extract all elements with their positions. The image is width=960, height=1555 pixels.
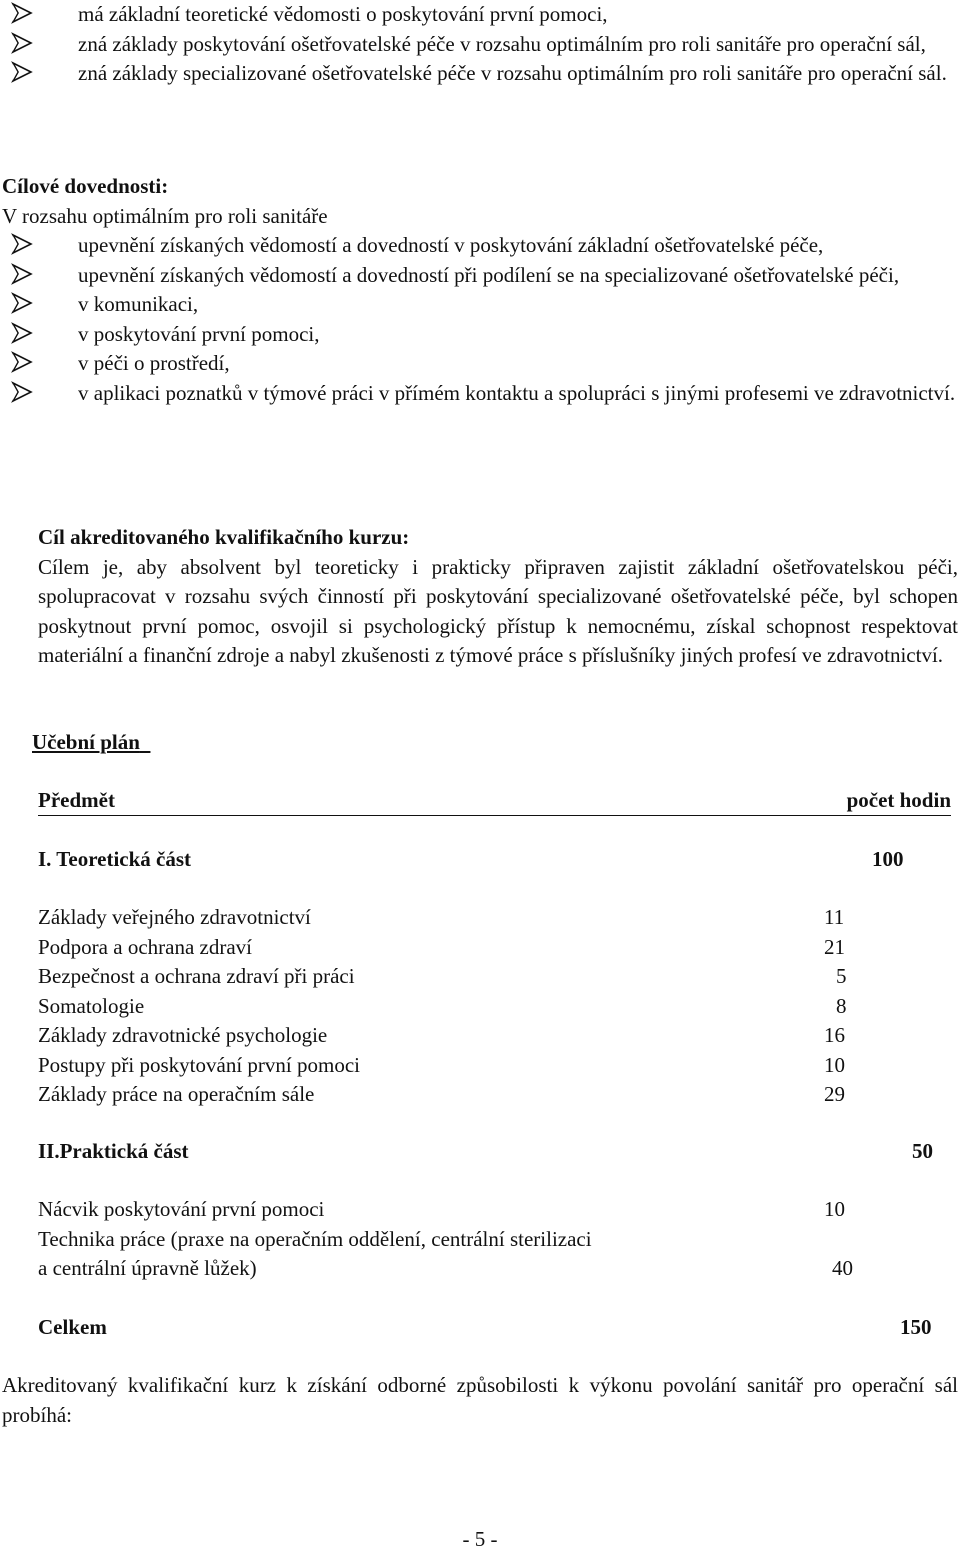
subject-name: Nácvik poskytování první pomoci — [38, 1197, 325, 1221]
list-item — [0, 30, 960, 60]
skills-list — [0, 231, 960, 408]
skills-heading: Cílové dovednosti: — [2, 174, 169, 198]
subject-name: Podpora a ochrana zdraví — [38, 934, 252, 959]
practice-total: 50 — [912, 1139, 933, 1163]
list-item-text: v poskytování první pomoci, — [78, 321, 320, 346]
theory-section-title — [0, 845, 960, 875]
list-item — [0, 320, 960, 350]
list-item — [0, 261, 960, 291]
skills-section — [0, 172, 960, 231]
subject-name: Základy práce na operačním sále — [38, 1082, 315, 1106]
table-row — [0, 1225, 960, 1255]
subject-hours: 5 — [836, 964, 847, 988]
closing-text: Akreditovaný kvalifikační kurz k získání odborné způsobilosti k výkonu povolání sanitář pro operační sál probíhá: — [2, 1373, 958, 1427]
practice-title: II.Praktická část — [38, 1139, 189, 1163]
table-row — [0, 1080, 960, 1110]
subject-name: Technika práce (praxe na operačním oddělení, centrální sterilizaci — [38, 1226, 592, 1251]
list-item — [0, 231, 960, 261]
list-item — [0, 59, 960, 89]
subject-hours: 10 — [824, 1197, 845, 1221]
skills-list-block — [0, 231, 960, 408]
practice-rows — [0, 1195, 960, 1284]
arrow-bullet-icon — [10, 350, 34, 374]
list-item-text: upevnění získaných vědomostí a dovedností při podílení se na specializované ošetřovatelské péči, — [78, 262, 900, 287]
table-row — [0, 903, 960, 933]
table-row — [0, 1195, 960, 1225]
total-value: 150 — [900, 1315, 932, 1339]
list-item — [0, 0, 960, 30]
arrow-bullet-icon — [10, 1, 34, 25]
plan-heading-block — [32, 728, 632, 758]
table-row — [0, 962, 960, 992]
col-subject-header: Předmět — [38, 788, 115, 812]
table-row — [0, 1051, 960, 1081]
goal-text: Cílem je, aby absolvent byl teoreticky i prakticky připraven zajistit základní ošetřovatelskou péči, spolupracovat v rozsahu svých činností při poskytování specializované ošetřovatelské péče, byl schopen poskytnout první pomoc, osvojil si psychologický přístup k nemocnému, získal schopnost respektovat materiální a finanční zdroje a nabyl zkušenosti z týmové práce s příslušníky jiných profesí ve zdravotnictví. — [38, 554, 958, 667]
subject-name: a centrální úpravně lůžek) — [38, 1256, 257, 1280]
knowledge-list — [0, 0, 960, 89]
list-item-text: má základní teoretické vědomosti o poskytování první pomoci, — [78, 2, 608, 26]
total-label: Celkem — [38, 1315, 107, 1339]
table-row — [0, 1021, 960, 1051]
list-item-text: v komunikaci, — [78, 292, 199, 316]
table-row — [0, 933, 960, 963]
subject-name: Somatologie — [38, 993, 145, 1018]
list-item-text: v aplikaci poznatků v týmové práci v přímém kontaktu a spolupráci s jinými profesemi ve zdravotnictví. — [78, 380, 956, 405]
list-item-text: zná základy specializované ošetřovatelské péče v rozsahu optimálním pro roli sanitáře pro operační sál. — [78, 61, 947, 85]
list-item-text: upevnění získaných vědomostí a dovedností v poskytování základní ošetřovatelské péče, — [78, 233, 824, 257]
arrow-bullet-icon — [10, 60, 34, 84]
closing-block — [0, 1371, 960, 1430]
theory-total: 100 — [872, 847, 904, 871]
subject-name: Základy zdravotnické psychologie — [38, 1023, 328, 1047]
goal-section — [0, 523, 960, 671]
list-item-text: zná základy poskytování ošetřovatelské péče v rozsahu optimálním pro roli sanitáře pro operační sál, — [78, 31, 926, 56]
plan-heading: Učební plán — [32, 730, 140, 754]
subject-name: Postupy při poskytování první pomoci — [38, 1052, 360, 1077]
arrow-bullet-icon — [10, 291, 34, 315]
page-number: - 5 - — [462, 1527, 498, 1551]
table-row — [0, 992, 960, 1022]
table-row — [0, 1254, 960, 1284]
skills-intro: V rozsahu optimálním pro roli sanitáře — [2, 203, 328, 228]
knowledge-list-block — [0, 0, 960, 89]
practice-section-title — [0, 1137, 960, 1167]
subject-name: Bezpečnost a ochrana zdraví při práci — [38, 964, 355, 988]
subject-hours: 29 — [824, 1082, 845, 1106]
arrow-bullet-icon — [10, 321, 34, 345]
list-item — [0, 290, 960, 320]
arrow-bullet-icon — [10, 31, 34, 55]
subject-hours: 11 — [824, 905, 845, 929]
theory-title: I. Teoretická část — [38, 847, 192, 871]
subject-hours: 16 — [824, 1023, 845, 1047]
list-item — [0, 379, 960, 409]
subject-hours: 21 — [824, 934, 845, 959]
list-item — [0, 349, 960, 379]
goal-heading: Cíl akreditovaného kvalifikačního kurzu: — [38, 525, 410, 549]
header-rule — [38, 786, 951, 816]
arrow-bullet-icon — [10, 262, 34, 286]
subject-name: Základy veřejného zdravotnictví — [38, 905, 311, 929]
total-row — [0, 1313, 960, 1343]
arrow-bullet-icon — [10, 232, 34, 256]
plan-table-header — [0, 786, 960, 816]
arrow-bullet-icon — [10, 380, 34, 404]
subject-hours: 40 — [832, 1256, 853, 1280]
col-hours-header: počet hodin — [846, 788, 951, 812]
list-item-text: v péči o prostředí, — [78, 351, 230, 375]
subject-hours: 10 — [824, 1052, 845, 1077]
theory-rows — [0, 903, 960, 1110]
subject-hours: 8 — [836, 993, 847, 1018]
